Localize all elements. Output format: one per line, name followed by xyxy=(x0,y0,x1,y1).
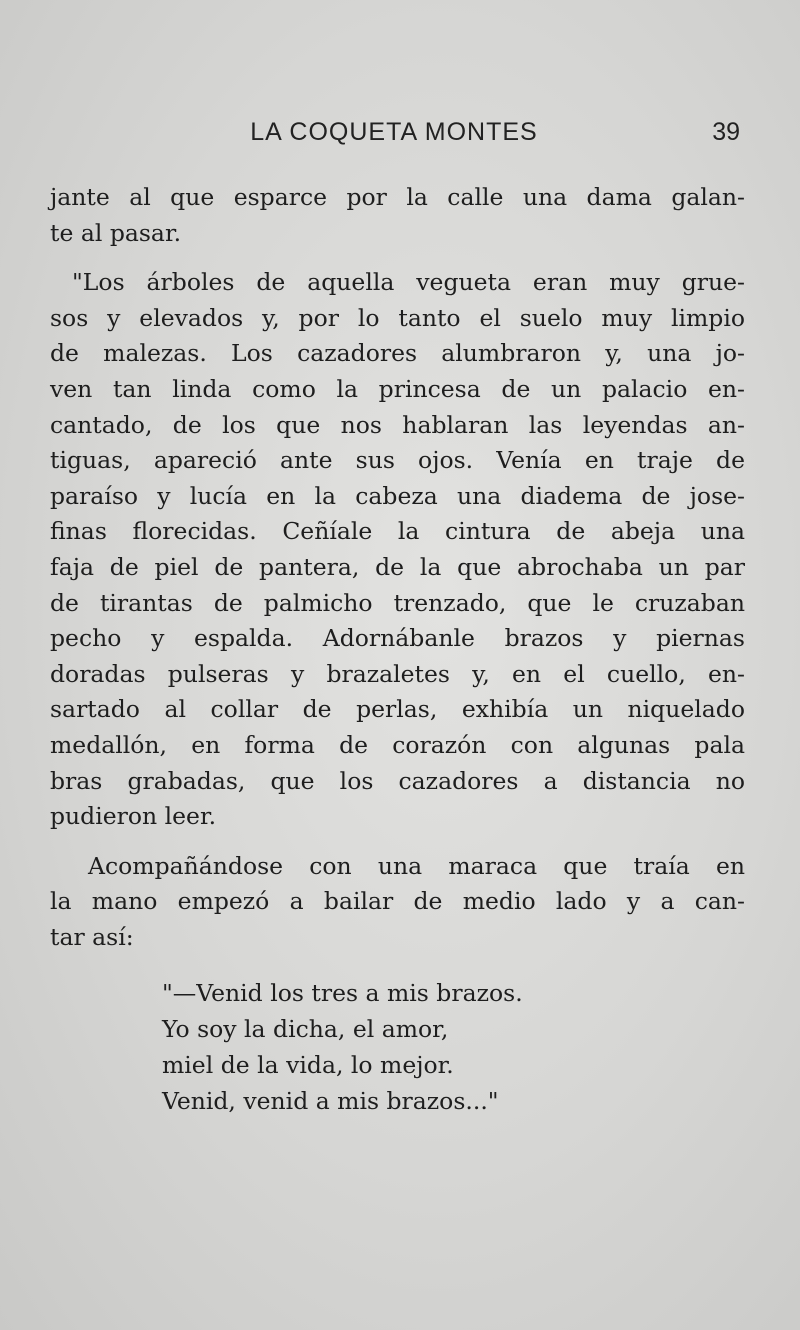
text-line: jante al que esparce por la calle una dama galan- xyxy=(50,183,745,211)
text-line: bras grabadas, que los cazadores a distancia no xyxy=(50,766,745,795)
text-line: medallón, en forma de corazón con algunas pala xyxy=(50,730,745,759)
text-line: te al pasar. xyxy=(50,218,182,247)
text-line: tar así: xyxy=(50,922,134,951)
verse-line: miel de la vida, lo mejor. xyxy=(162,1051,454,1079)
text-line: la mano empezó a bailar de medio lado y a can- xyxy=(50,887,745,916)
text-line: pecho y espalda. Adornábanle brazos y piernas xyxy=(50,624,745,653)
text-line: Acompañándose con una maraca que traía en xyxy=(88,851,745,880)
verse-line: Yo soy la dicha, el amor, xyxy=(162,1015,449,1043)
text-line: sartado al collar de perlas, exhibía un niquelado xyxy=(50,695,745,724)
verse-block xyxy=(162,975,523,1119)
text-line: doradas pulseras y brazaletes y, en el cuello, en- xyxy=(50,659,745,688)
text-line: paraíso y lucía en la cabeza una diadema de jose- xyxy=(50,481,745,510)
body-text xyxy=(50,180,745,955)
text-line: faja de piel de pantera, de la que abrochaba un par xyxy=(50,552,745,581)
text-line: pudieron leer. xyxy=(50,802,217,831)
page-number: 39 xyxy=(712,118,740,146)
text-line: sos y elevados y, por lo tanto el suelo muy limpio xyxy=(50,303,745,332)
text-line: cantado, de los que nos hablaran las leyendas an- xyxy=(50,410,745,439)
text-line: de malezas. Los cazadores alumbraron y, una jo- xyxy=(50,339,745,368)
running-title: LA COQUETA MONTES xyxy=(250,118,538,146)
text-line: finas florecidas. Ceñíale la cintura de abeja una xyxy=(50,517,745,546)
text-line: ven tan linda como la princesa de un palacio en- xyxy=(50,374,745,403)
verse-line: Venid, venid a mis brazos..." xyxy=(162,1087,499,1115)
verse-line: "—Venid los tres a mis brazos. xyxy=(162,979,523,1007)
text-line: "Los árboles de aquella vegueta eran muy grue- xyxy=(72,268,745,297)
text-line: tiguas, apareció ante sus ojos. Venía en traje de xyxy=(50,446,745,475)
text-line: de tirantas de palmicho trenzado, que le cruzaban xyxy=(50,588,745,617)
running-head xyxy=(48,118,740,158)
